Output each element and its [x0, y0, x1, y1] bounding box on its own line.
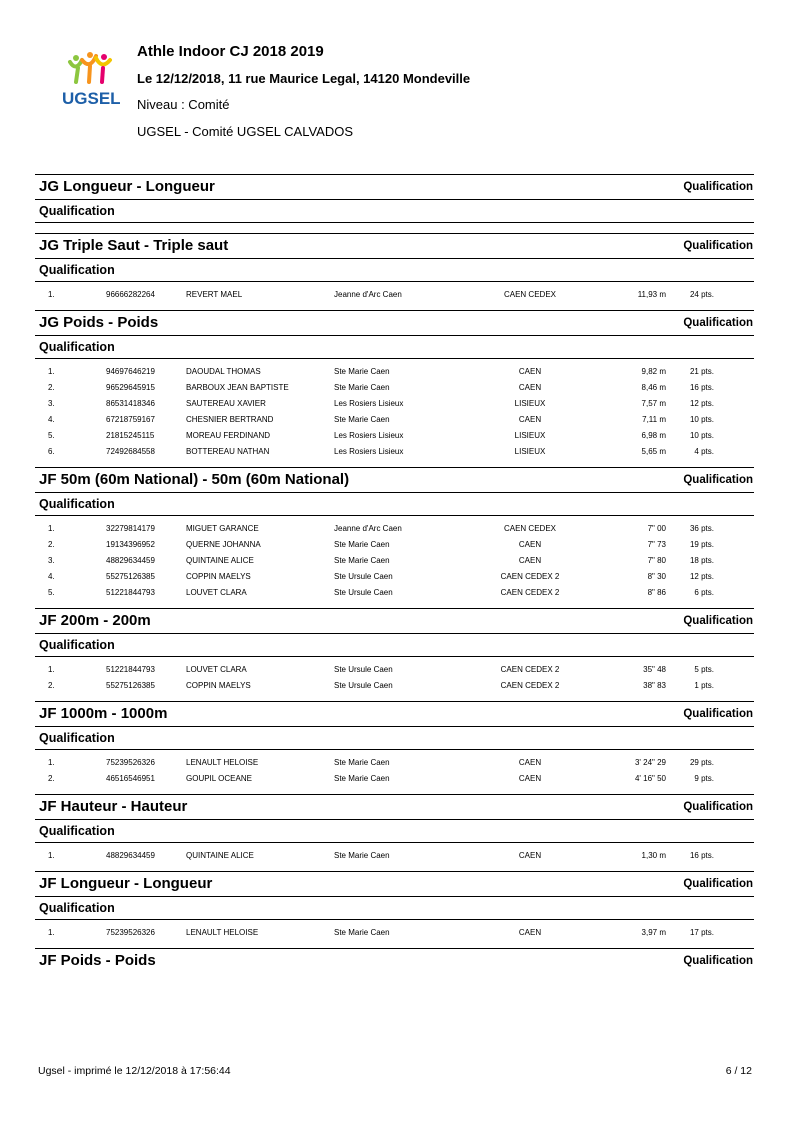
event-round-label: Qualification [683, 801, 753, 813]
result-city: CAEN CEDEX [503, 524, 556, 533]
result-points: 29 pts. [689, 758, 714, 767]
event-subheader [35, 258, 754, 281]
result-performance: 8" 30 [647, 572, 666, 581]
result-city: CAEN [518, 928, 542, 937]
result-licence: 55275126385 [106, 572, 155, 581]
event-title: JG Triple Saut - Triple saut [39, 237, 229, 254]
result-row [35, 848, 754, 864]
result-city: CAEN CEDEX 2 [500, 665, 560, 674]
event-header [35, 310, 754, 359]
event-header [35, 174, 754, 223]
result-rank: 4. [48, 415, 55, 424]
result-rank: 4. [48, 572, 55, 581]
result-club: Ste Marie Caen [334, 383, 390, 392]
event-title: JF 200m - 200m [39, 612, 151, 629]
result-licence: 19134396952 [106, 540, 155, 549]
result-city: CAEN [518, 383, 542, 392]
result-name: BOTTEREAU NATHAN [186, 447, 270, 456]
event-subheader [35, 726, 754, 749]
result-points: 24 pts. [689, 290, 714, 299]
event-title-row [35, 175, 754, 199]
result-club: Jeanne d'Arc Caen [334, 524, 402, 533]
event-title-row [35, 872, 754, 896]
result-name: CHESNIER BERTRAND [186, 415, 274, 424]
result-club: Ste Ursule Caen [334, 665, 393, 674]
event-sub-label: Qualification [39, 497, 115, 511]
event-section [35, 174, 754, 233]
event-title: JF Poids - Poids [39, 952, 156, 969]
report-title: Athle Indoor CJ 2018 2019 [137, 43, 324, 60]
event-section [35, 608, 754, 701]
result-row [35, 364, 754, 380]
event-title: JG Longueur - Longueur [39, 178, 215, 195]
event-title-row [35, 795, 754, 819]
event-header [35, 233, 754, 282]
result-city: CAEN [518, 774, 542, 783]
result-points: 9 pts. [694, 774, 714, 783]
result-club: Ste Marie Caen [334, 367, 390, 376]
result-row [35, 412, 754, 428]
event-title-row [35, 234, 754, 258]
section-gap [35, 223, 754, 233]
result-licence: 72492684558 [106, 447, 155, 456]
event-subheader [35, 492, 754, 515]
result-rank: 1. [48, 928, 55, 937]
result-city: CAEN [518, 415, 542, 424]
event-title-row [35, 468, 754, 492]
result-points: 19 pts. [689, 540, 714, 549]
result-points: 5 pts. [694, 665, 714, 674]
result-performance: 1,30 m [641, 851, 666, 860]
result-city: CAEN [518, 851, 542, 860]
result-licence: 96529645915 [106, 383, 155, 392]
result-rank: 2. [48, 774, 55, 783]
result-licence: 48829634459 [106, 851, 155, 860]
event-title-row [35, 311, 754, 335]
result-name: LENAULT HELOISE [186, 758, 259, 767]
event-section [35, 310, 754, 467]
results-list [35, 359, 754, 467]
report-date-location: Le 12/12/2018, 11 rue Maurice Legal, 14120 Mondeville [137, 71, 471, 86]
result-licence: 46516546951 [106, 774, 155, 783]
event-round-label: Qualification [683, 708, 753, 720]
result-name: LOUVET CLARA [186, 665, 247, 674]
result-club: Ste Marie Caen [334, 758, 390, 767]
footer-page-number: 6 / 12 [725, 1065, 752, 1077]
result-performance: 38" 83 [643, 681, 666, 690]
result-licence: 67218759167 [106, 415, 155, 424]
event-subheader [35, 335, 754, 358]
result-city: LISIEUX [514, 399, 546, 408]
result-name: COPPIN MAELYS [186, 572, 251, 581]
result-licence: 51221844793 [106, 588, 155, 597]
result-name: QUINTAINE ALICE [186, 556, 254, 565]
result-name: QUERNE JOHANNA [186, 540, 261, 549]
event-title: JF Longueur - Longueur [39, 875, 213, 892]
result-row [35, 662, 754, 678]
logo-text: UGSEL [62, 89, 121, 108]
event-round-label: Qualification [683, 181, 753, 193]
result-performance: 7" 73 [647, 540, 666, 549]
result-rank: 3. [48, 556, 55, 565]
result-name: SAUTEREAU XAVIER [186, 399, 266, 408]
result-city: CAEN CEDEX [503, 290, 556, 299]
result-performance: 8" 86 [647, 588, 666, 597]
event-section [35, 701, 754, 794]
result-points: 16 pts. [689, 851, 714, 860]
ugsel-logo [60, 52, 126, 108]
result-rank: 5. [48, 588, 55, 597]
result-performance: 7,57 m [641, 399, 666, 408]
result-city: CAEN [518, 556, 542, 565]
result-points: 21 pts. [689, 367, 714, 376]
result-club: Ste Marie Caen [334, 540, 390, 549]
result-performance: 3,97 m [641, 928, 666, 937]
event-title: JF 1000m - 1000m [39, 705, 168, 722]
result-row [35, 287, 754, 303]
event-sub-label: Qualification [39, 901, 115, 915]
result-name: GOUPIL OCEANE [186, 774, 252, 783]
result-rank: 6. [48, 447, 55, 456]
result-points: 36 pts. [689, 524, 714, 533]
event-section [35, 467, 754, 608]
results-content [35, 174, 754, 973]
result-row [35, 428, 754, 444]
result-performance: 9,82 m [641, 367, 666, 376]
event-subheader [35, 819, 754, 842]
result-name: BARBOUX JEAN BAPTISTE [186, 383, 289, 392]
event-sub-label: Qualification [39, 731, 115, 745]
event-header [35, 871, 754, 920]
result-licence: 86531418346 [106, 399, 155, 408]
result-performance: 7" 00 [647, 524, 666, 533]
event-section [35, 233, 754, 310]
result-performance: 6,98 m [641, 431, 666, 440]
result-licence: 21815245115 [106, 431, 155, 440]
result-name: REVERT MAEL [186, 290, 243, 299]
event-title: JG Poids - Poids [39, 314, 159, 331]
result-city: CAEN [518, 367, 542, 376]
event-sub-label: Qualification [39, 263, 115, 277]
result-row [35, 678, 754, 694]
result-points: 4 pts. [694, 447, 714, 456]
event-header [35, 467, 754, 516]
event-title-row [35, 702, 754, 726]
event-subheader [35, 199, 754, 222]
result-performance: 5,65 m [641, 447, 666, 456]
event-subheader [35, 896, 754, 919]
event-section [35, 871, 754, 948]
results-list [35, 750, 754, 794]
result-licence: 94697646219 [106, 367, 155, 376]
result-name: LOUVET CLARA [186, 588, 247, 597]
report-level: Niveau : Comité [137, 97, 230, 112]
results-list [35, 516, 754, 608]
event-header [35, 608, 754, 657]
report-header [137, 42, 470, 140]
result-city: LISIEUX [514, 431, 546, 440]
result-licence: 75239526326 [106, 928, 155, 937]
result-licence: 96666282264 [106, 290, 155, 299]
result-row [35, 771, 754, 787]
results-list [35, 282, 754, 310]
result-performance: 7" 80 [647, 556, 666, 565]
result-row [35, 755, 754, 771]
event-title-row [35, 609, 754, 633]
result-rank: 1. [48, 524, 55, 533]
event-round-label: Qualification [683, 240, 753, 252]
result-points: 16 pts. [689, 383, 714, 392]
result-points: 10 pts. [689, 415, 714, 424]
result-licence: 48829634459 [106, 556, 155, 565]
result-row [35, 925, 754, 941]
result-performance: 4' 16" 50 [634, 774, 666, 783]
result-row [35, 521, 754, 537]
result-rank: 2. [48, 383, 55, 392]
result-club: Ste Ursule Caen [334, 588, 393, 597]
result-row [35, 396, 754, 412]
result-club: Ste Ursule Caen [334, 572, 393, 581]
results-list [35, 843, 754, 871]
results-list [35, 657, 754, 701]
result-club: Ste Marie Caen [334, 415, 390, 424]
result-performance: 7,11 m [642, 415, 666, 424]
result-row [35, 569, 754, 585]
results-list [35, 920, 754, 948]
result-points: 12 pts. [689, 399, 714, 408]
result-row [35, 585, 754, 601]
result-rank: 1. [48, 290, 55, 299]
result-rank: 1. [48, 851, 55, 860]
result-performance: 8,46 m [641, 383, 666, 392]
result-row [35, 553, 754, 569]
result-city: CAEN CEDEX 2 [500, 572, 560, 581]
result-rank: 2. [48, 540, 55, 549]
event-sub-label: Qualification [39, 340, 115, 354]
event-round-label: Qualification [683, 955, 753, 967]
ugsel-logo-icon [60, 52, 126, 108]
result-performance: 11,93 m [637, 290, 666, 299]
result-name: QUINTAINE ALICE [186, 851, 254, 860]
result-row [35, 537, 754, 553]
result-points: 12 pts. [689, 572, 714, 581]
result-name: MIGUET GARANCE [186, 524, 259, 533]
result-points: 6 pts. [694, 588, 714, 597]
result-performance: 35" 48 [643, 665, 666, 674]
result-city: CAEN CEDEX 2 [500, 588, 560, 597]
event-round-label: Qualification [683, 615, 753, 627]
result-club: Jeanne d'Arc Caen [334, 290, 402, 299]
result-performance: 3' 24" 29 [634, 758, 666, 767]
result-points: 1 pts. [694, 681, 714, 690]
event-round-label: Qualification [683, 317, 753, 329]
result-club: Ste Marie Caen [334, 556, 390, 565]
event-header [35, 948, 754, 973]
result-city: CAEN [518, 758, 542, 767]
result-club: Les Rosiers Lisieux [334, 431, 404, 440]
result-city: LISIEUX [514, 447, 546, 456]
event-header [35, 701, 754, 750]
event-sub-label: Qualification [39, 204, 115, 218]
result-rank: 5. [48, 431, 55, 440]
report-organization: UGSEL - Comité UGSEL CALVADOS [137, 124, 354, 139]
result-name: MOREAU FERDINAND [186, 431, 271, 440]
result-club: Ste Marie Caen [334, 774, 390, 783]
result-club: Ste Ursule Caen [334, 681, 393, 690]
result-city: CAEN CEDEX 2 [500, 681, 560, 690]
result-licence: 55275126385 [106, 681, 155, 690]
result-club: Ste Marie Caen [334, 851, 390, 860]
result-city: CAEN [518, 540, 542, 549]
event-subheader [35, 633, 754, 656]
event-round-label: Qualification [683, 474, 753, 486]
result-points: 18 pts. [689, 556, 714, 565]
event-title: JF Hauteur - Hauteur [39, 798, 188, 815]
result-rank: 3. [48, 399, 55, 408]
event-section [35, 948, 754, 973]
event-title: JF 50m (60m National) - 50m (60m National) [39, 471, 350, 488]
result-club: Les Rosiers Lisieux [334, 447, 404, 456]
result-rank: 1. [48, 665, 55, 674]
event-sub-label: Qualification [39, 824, 115, 838]
result-rank: 1. [48, 367, 55, 376]
result-rank: 1. [48, 758, 55, 767]
result-points: 10 pts. [689, 431, 714, 440]
result-club: Les Rosiers Lisieux [334, 399, 404, 408]
event-sub-label: Qualification [39, 638, 115, 652]
footer-printed: Ugsel - imprimé le 12/12/2018 à 17:56:44 [38, 1065, 231, 1077]
result-row [35, 444, 754, 460]
event-title-row [35, 949, 754, 973]
result-licence: 51221844793 [106, 665, 155, 674]
result-club: Ste Marie Caen [334, 928, 390, 937]
event-header [35, 794, 754, 843]
result-name: LENAULT HELOISE [186, 928, 259, 937]
event-round-label: Qualification [683, 878, 753, 890]
result-points: 17 pts. [689, 928, 714, 937]
result-name: DAOUDAL THOMAS [186, 367, 261, 376]
result-name: COPPIN MAELYS [186, 681, 251, 690]
result-row [35, 380, 754, 396]
result-licence: 75239526326 [106, 758, 155, 767]
event-section [35, 794, 754, 871]
result-rank: 2. [48, 681, 55, 690]
result-licence: 32279814179 [106, 524, 155, 533]
